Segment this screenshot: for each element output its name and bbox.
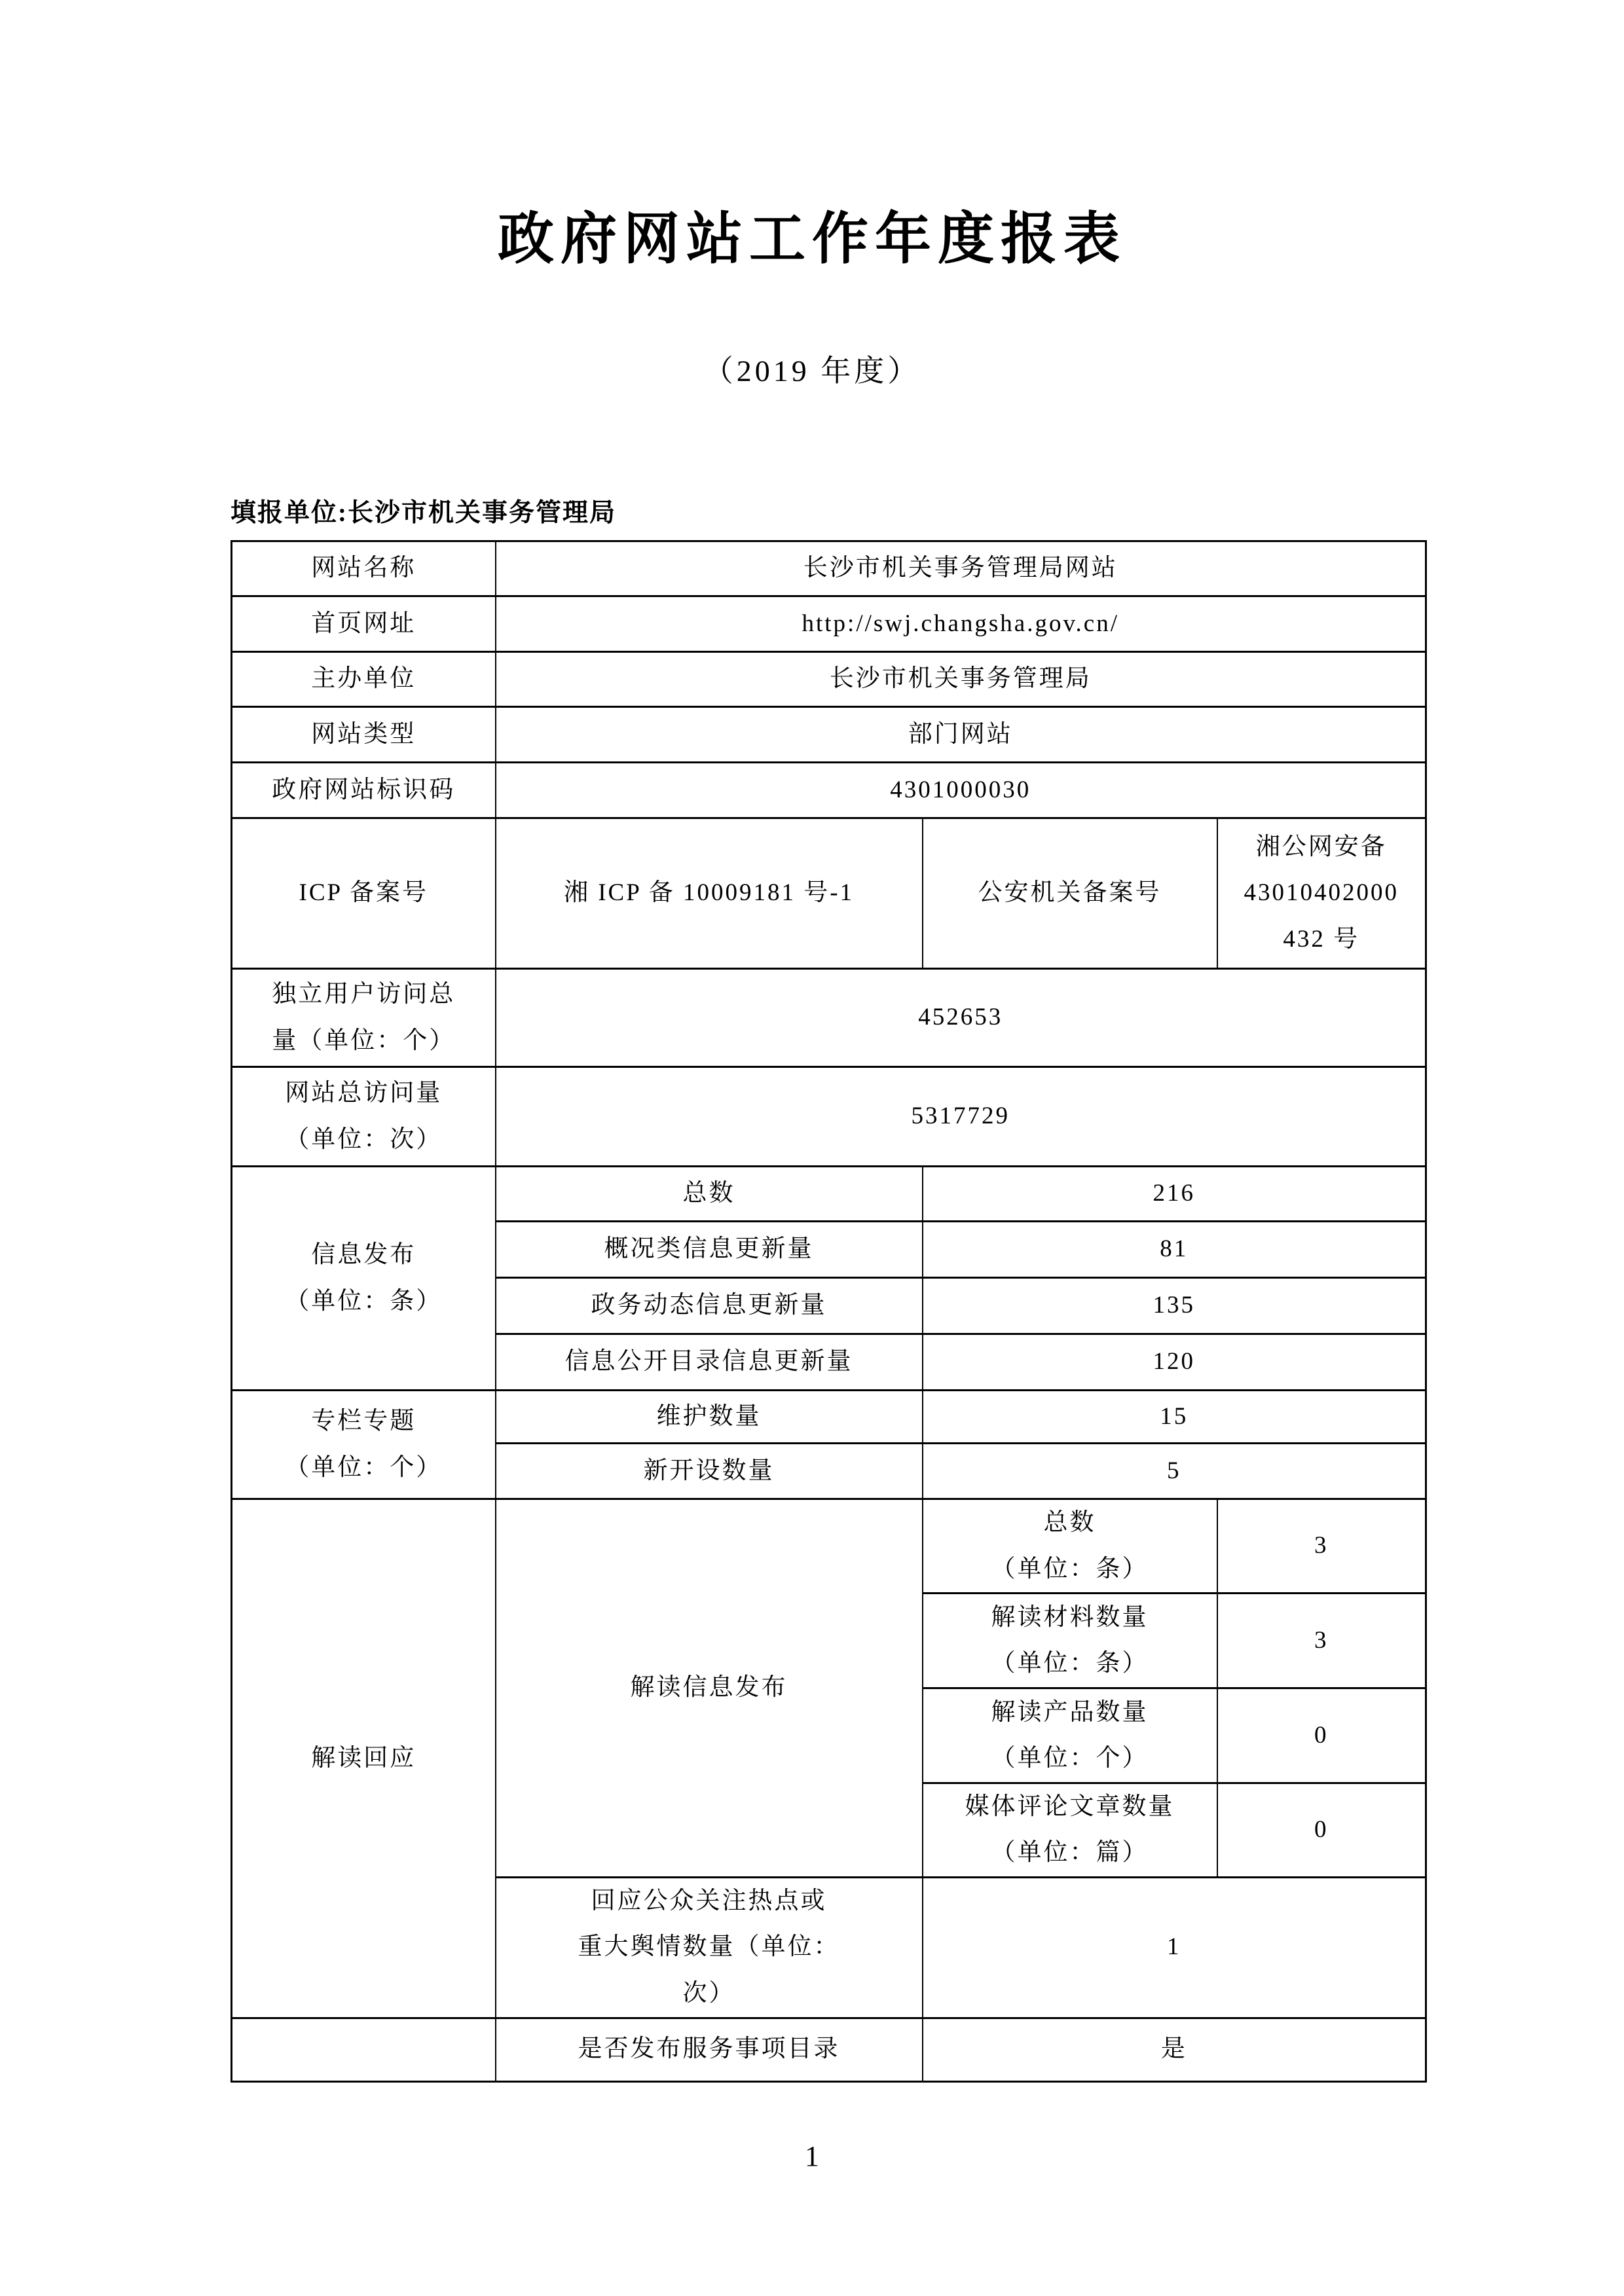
cell-info-overview-value: 81: [923, 1222, 1426, 1278]
cell-unique-visitors-value: 452653: [496, 969, 1426, 1067]
table-row: [232, 1167, 1426, 1222]
cell-total-visits-label: [232, 1067, 496, 1167]
cell-interpretation-publish: 解读信息发布: [496, 1499, 923, 1878]
cell-info-dynamics-label: 政务动态信息更新量: [496, 1278, 923, 1334]
cell-site-name-label: 网站名称: [232, 541, 496, 596]
cell-interp-total-label: [923, 1499, 1217, 1594]
table-row: [232, 596, 1426, 652]
cell-organizer-label: 主办单位: [232, 652, 496, 707]
cell-maintain-count-value: 15: [923, 1391, 1426, 1444]
label-line: 总数: [1043, 1509, 1096, 1537]
group-label-line: 信息发布: [311, 1241, 416, 1269]
cell-info-catalog-value: 120: [923, 1334, 1426, 1391]
cell-unique-visitors-label: [232, 969, 496, 1067]
cell-info-total-value: 216: [923, 1167, 1426, 1222]
cell-interp-material-label: [923, 1594, 1217, 1688]
table-row: [232, 652, 1426, 707]
table-row: [232, 763, 1426, 818]
police-value-line: 湘公网安备: [1255, 833, 1387, 861]
page-subtitle: （2019 年度）: [703, 354, 921, 388]
group-label-line: （单位：条）: [285, 1287, 443, 1315]
cell-info-catalog-label: 信息公开目录信息更新量: [496, 1334, 923, 1391]
label-line: 媒体评论文章数量: [965, 1793, 1175, 1820]
police-value-line: 432 号: [1283, 925, 1360, 953]
cell-info-overview-label: 概况类信息更新量: [496, 1222, 923, 1278]
group-label-line: 专栏专题: [311, 1408, 416, 1435]
label-line: （单位：条）: [991, 1555, 1149, 1582]
label-line: 网站总访问量: [285, 1080, 443, 1107]
cell-police-value: [1217, 818, 1426, 969]
cell-response-label: [496, 1877, 923, 2018]
cell-interp-product-value: 0: [1217, 1688, 1426, 1783]
cell-homepage-label: 首页网址: [232, 596, 496, 652]
cell-new-count-label: 新开设数量: [496, 1444, 923, 1499]
page-title: 政府网站工作年度报表: [498, 208, 1126, 270]
filing-unit-line: 填报单位:长沙市机关事务管理局: [231, 499, 616, 527]
cell-site-type-value: 部门网站: [496, 707, 1426, 763]
label-line: （单位：个）: [991, 1745, 1149, 1772]
cell-site-type-label: 网站类型: [232, 707, 496, 763]
table-row: [232, 2018, 1426, 2081]
page-number: 1: [805, 2140, 819, 2172]
label-line: 回应公众关注热点或: [591, 1887, 827, 1915]
label-line: 重大舆情数量（单位：: [578, 1933, 840, 1961]
cell-police-label: 公安机关备案号: [923, 818, 1217, 969]
cell-empty-section-label: [232, 2018, 496, 2081]
cell-site-code-label: 政府网站标识码: [232, 763, 496, 818]
table-row: [232, 818, 1426, 969]
cell-organizer-value: 长沙市机关事务管理局: [496, 652, 1426, 707]
cell-interpretation-group: 解读回应: [232, 1499, 496, 2018]
cell-service-catalog-value: 是: [923, 2018, 1426, 2081]
cell-new-count-value: 5: [923, 1444, 1426, 1499]
cell-site-code-value: 4301000030: [496, 763, 1426, 818]
cell-info-total-label: 总数: [496, 1167, 923, 1222]
label-line: （单位：条）: [991, 1650, 1149, 1677]
annual-report-table: [231, 540, 1427, 2083]
table-row: [232, 969, 1426, 1067]
cell-icp-label: ICP 备案号: [232, 818, 496, 969]
table-row: [232, 1499, 1426, 1594]
group-label-line: （单位：个）: [285, 1453, 443, 1481]
cell-maintain-count-label: 维护数量: [496, 1391, 923, 1444]
cell-response-value: 1: [923, 1877, 1426, 2018]
label-line: 次）: [682, 1979, 735, 2007]
cell-info-publish-group: [232, 1167, 496, 1391]
label-line: 独立用户访问总: [272, 981, 456, 1008]
cell-site-name-value: 长沙市机关事务管理局网站: [496, 541, 1426, 596]
police-value-line: 43010402000: [1244, 879, 1399, 907]
label-line: 解读产品数量: [991, 1698, 1149, 1726]
label-line: 量（单位：个）: [272, 1027, 456, 1054]
cell-interp-material-value: 3: [1217, 1594, 1426, 1688]
cell-icp-value: 湘 ICP 备 10009181 号-1: [496, 818, 923, 969]
cell-info-dynamics-value: 135: [923, 1278, 1426, 1334]
cell-special-topics-group: [232, 1391, 496, 1499]
cell-total-visits-value: 5317729: [496, 1067, 1426, 1167]
cell-media-comment-value: 0: [1217, 1783, 1426, 1878]
cell-media-comment-label: [923, 1783, 1217, 1878]
cell-service-catalog-label: 是否发布服务事项目录: [496, 2018, 923, 2081]
cell-interp-total-value: 3: [1217, 1499, 1426, 1594]
label-line: （单位：篇）: [991, 1839, 1149, 1867]
label-line: （单位：次）: [285, 1125, 443, 1153]
table-row: [232, 541, 1426, 596]
cell-homepage-value: http://swj.changsha.gov.cn/: [496, 596, 1426, 652]
table-row: [232, 707, 1426, 763]
label-line: 解读材料数量: [991, 1603, 1149, 1631]
table-row: [232, 1391, 1426, 1444]
table-row: [232, 1067, 1426, 1167]
cell-interp-product-label: [923, 1688, 1217, 1783]
